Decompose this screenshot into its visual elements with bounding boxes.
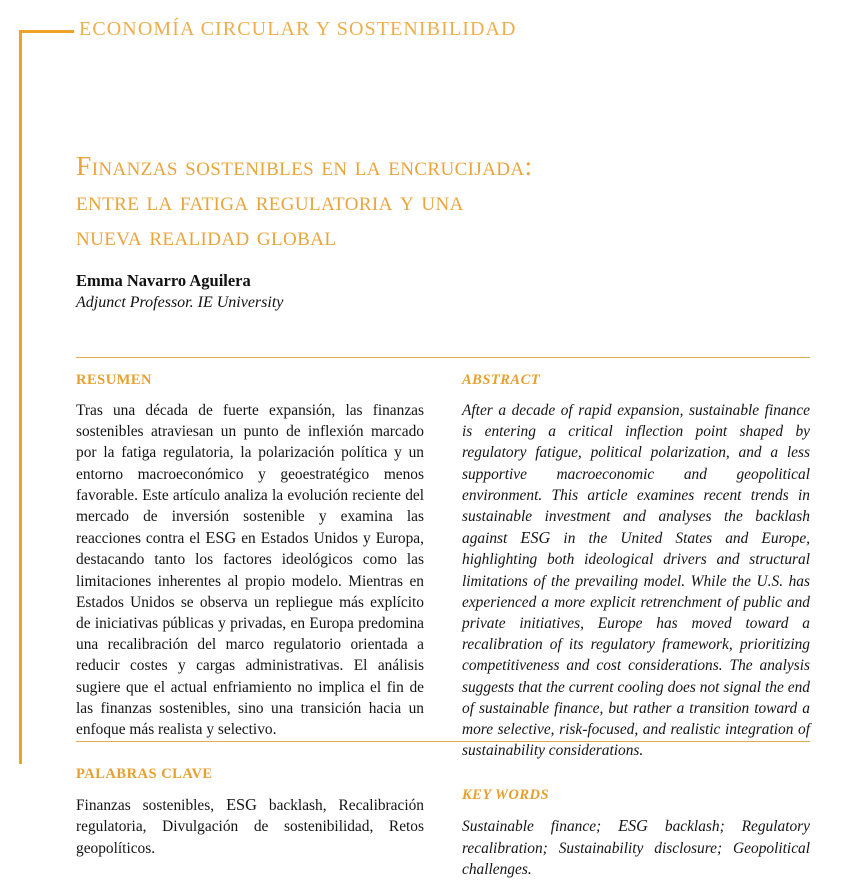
key-words-acronym-esg: ESG bbox=[618, 816, 648, 836]
key-words-part2: backlash; Regulatory recalibration; Sustainability disclosure; Geopolitical challenges. bbox=[462, 818, 810, 878]
author-affiliation: Adjunct Professor. IE University bbox=[76, 294, 284, 311]
palabras-clave-list bbox=[76, 794, 424, 859]
left-margin-vertical-rule bbox=[19, 30, 22, 764]
palabras-clave-block bbox=[76, 766, 424, 859]
title-line-2: entre la fatiga regulatoria y una bbox=[76, 185, 464, 216]
page-title bbox=[76, 148, 736, 253]
title-line-3: nueva realidad global bbox=[76, 220, 337, 251]
key-words-heading: KEY WORDS bbox=[462, 787, 550, 804]
column-english bbox=[462, 372, 810, 880]
resumen-body bbox=[76, 400, 424, 740]
abstract-columns bbox=[76, 372, 810, 880]
key-words-list bbox=[462, 815, 810, 880]
abstract-acronym-esg: ESG bbox=[520, 528, 551, 548]
resumen-body-part1: Tras una década de fuerte expansión, las finanzas sostenibles atraviesan un punto de inflexión marcado por la fatiga regulatoria, la polarización política y un entorno macroeconómico y geoestratégico menos favorable. Este artículo analiza la evolución reciente del mercado de inversión sostenible y examina las reacciones contra el bbox=[76, 402, 424, 548]
title-line-1: Finanzas sostenibles en la encrucijada: bbox=[76, 150, 533, 181]
abstract-body-part1: After a decade of rapid expansion, sustainable finance is entering a critical inflection point shaped by regulatory fatigue, political polarization, and a less supportive macroeconomic and geopolitical environment. This article examines recent trends in sustainable investment and analyses the backlash against bbox=[462, 402, 810, 548]
key-words-block bbox=[462, 787, 810, 880]
title-block bbox=[76, 148, 736, 253]
palabras-clave-part2: backlash, Recalibración regulatoria, Divulgación de sostenibilidad, Retos geopolíticos. bbox=[76, 797, 424, 857]
abstract-heading: ABSTRACT bbox=[462, 372, 541, 388]
column-spanish bbox=[76, 372, 424, 880]
palabras-clave-heading: PALABRAS CLAVE bbox=[76, 766, 213, 783]
author-block bbox=[76, 270, 576, 313]
divider-rule-bottom bbox=[76, 741, 810, 742]
author-name: Emma Navarro Aguilera bbox=[76, 271, 251, 290]
key-words-part1: Sustainable finance; bbox=[462, 818, 619, 836]
resumen-heading: RESUMEN bbox=[76, 372, 153, 388]
resumen-body-part2: en Estados Unidos y Europa, destacando tanto los factores ideológicos como las limitaciones inherentes al propio modelo. Mientras en Estados Unidos se observa un repliegue más explícito de iniciativas públicas y privadas, en Europa predomina una recalibración del marco regulatorio orientada a reducir costes y cargas administrativas. El análisis sugiere que el actual enfriamiento no implica el fin de las finanzas sostenibles, sino una transición hacia un enfoque más realista y selectivo. bbox=[76, 530, 424, 739]
abstract-body-part2: in the United States and Europe, highlighting both ideological drivers and structural limitations of the prevailing model. While the U.S. has experienced a more explicit retrenchment of public and private initiatives, Europe has moved toward a recalibration of its regulatory framework, prioritizing competitiveness and cost considerations. The analysis suggests that the current cooling does not signal the end of sustainable finance, but rather a transition toward a more selective, risk-focused, and realistic integration of sustainability considerations. bbox=[462, 530, 810, 760]
divider-rule-top bbox=[76, 357, 810, 358]
palabras-clave-acronym-esg: ESG bbox=[226, 795, 257, 815]
palabras-clave-part1: Finanzas sostenibles, bbox=[76, 797, 227, 815]
running-head: ECONOMÍA CIRCULAR Y SOSTENIBILIDAD bbox=[79, 18, 517, 40]
abstract-body bbox=[462, 400, 810, 761]
left-margin-horizontal-connector bbox=[19, 30, 74, 33]
resumen-acronym-esg: ESG bbox=[205, 528, 237, 548]
